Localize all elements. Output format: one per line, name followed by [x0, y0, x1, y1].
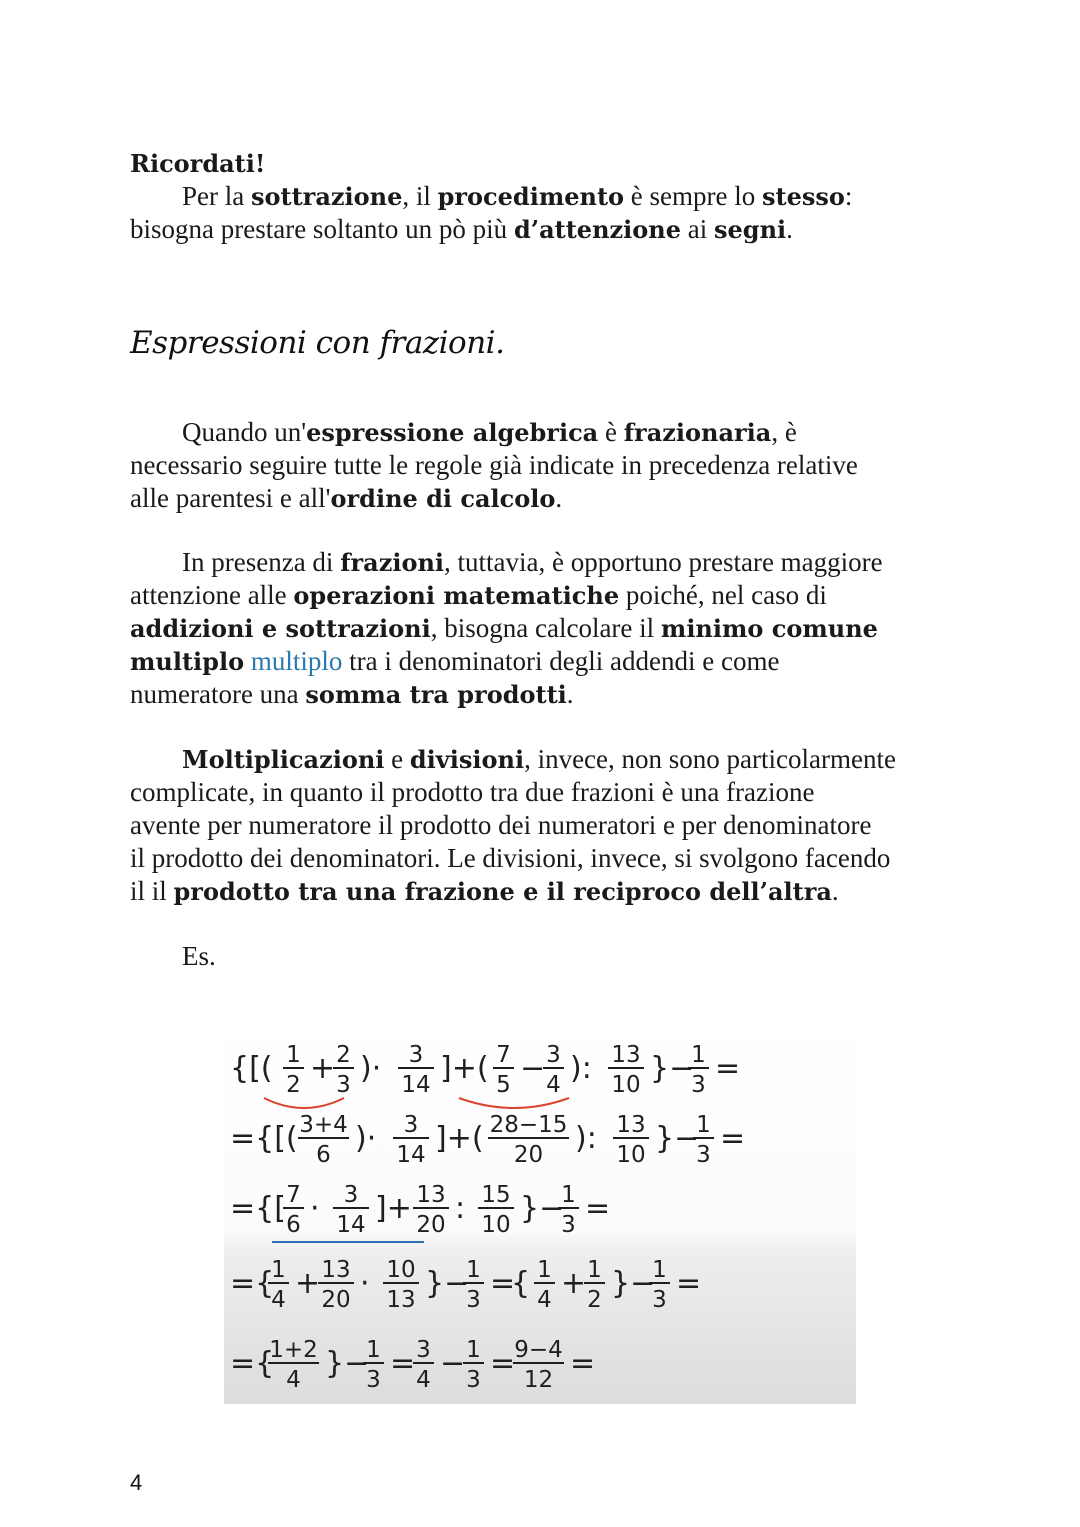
fraction-numerator: 1 [652, 1257, 667, 1283]
expression-symbol: }− [325, 1346, 370, 1381]
fraction-denominator: 4 [546, 1072, 561, 1098]
fraction-denominator: 10 [481, 1212, 511, 1238]
expression-symbol: ): [575, 1121, 597, 1156]
p3-line-4: il prodotto dei denominatori. Le divisioni, invece, si svolgono facendo [130, 843, 891, 873]
expression-symbol: = [570, 1346, 596, 1381]
reminder-title: Ricordati! [130, 149, 266, 178]
expression-symbol: {[( [230, 1051, 273, 1086]
p3-line-2: complicate, in quanto il prodotto tra due frazioni è una frazione [130, 777, 815, 807]
fraction-numerator: 1 [696, 1112, 711, 1138]
p3-line-1: Moltiplicazioni e divisioni, invece, non sono particolarmente [182, 744, 896, 774]
expression-symbol: ={[ [230, 1191, 286, 1226]
expression-symbol: )· [355, 1121, 377, 1156]
fraction-denominator: 20 [513, 1142, 544, 1168]
expression-symbol: = [676, 1266, 702, 1301]
reminder-line-2: bisogna prestare soltanto un pò più d’attenzione ai segni. [130, 214, 793, 244]
expression-symbol: = [490, 1346, 516, 1381]
expression-symbol: }− [611, 1266, 656, 1301]
fraction-numerator: 1 [561, 1182, 576, 1208]
fraction-numerator: 15 [481, 1182, 511, 1208]
fraction-numerator: 13 [616, 1112, 646, 1138]
fraction-numerator: 3 [416, 1337, 431, 1363]
expression-symbol: · [360, 1266, 370, 1301]
fraction-numerator: 1+2 [269, 1337, 318, 1363]
fraction-numerator: 3 [403, 1112, 419, 1138]
fraction-denominator: 3 [691, 1072, 706, 1098]
fraction-numerator: 13 [321, 1257, 351, 1283]
fraction-denominator: 20 [416, 1212, 446, 1238]
fraction-denominator: 6 [316, 1142, 331, 1168]
fraction-denominator: 3 [336, 1072, 351, 1098]
example-label: Es. [182, 941, 216, 971]
fraction-numerator: 3 [343, 1182, 359, 1208]
p1-line-2: necessario seguire tutte le regole già indicate in precedenza relative [130, 450, 858, 480]
fraction-numerator: 13 [611, 1042, 641, 1068]
fraction-denominator: 4 [537, 1287, 552, 1313]
fraction-denominator: 20 [321, 1287, 351, 1313]
expression-symbol: }− [650, 1051, 695, 1086]
expression-symbol: = [390, 1346, 416, 1381]
fraction-denominator: 6 [286, 1212, 301, 1238]
fraction-numerator: 13 [416, 1182, 446, 1208]
fraction-numerator: 2 [336, 1042, 351, 1068]
fraction-numerator: 1 [271, 1257, 286, 1283]
fraction-numerator: 1 [537, 1257, 552, 1283]
fraction-numerator: 1 [366, 1337, 381, 1363]
fraction-denominator: 4 [271, 1287, 286, 1313]
fraction-numerator: 10 [386, 1257, 416, 1283]
p2-line-5: numeratore una somma tra prodotti. [130, 679, 574, 709]
fraction-denominator: 3 [696, 1142, 711, 1168]
expression-symbol: − [440, 1346, 466, 1381]
fraction-numerator: 9−4 [514, 1337, 563, 1363]
fraction-numerator: 1 [691, 1042, 706, 1068]
fraction-denominator: 14 [401, 1072, 431, 1098]
fraction-numerator: 3+4 [299, 1112, 348, 1138]
fraction-denominator: 2 [286, 1072, 301, 1098]
fraction-denominator: 10 [611, 1072, 641, 1098]
fraction-denominator: 14 [336, 1212, 366, 1238]
expression-symbol: }− [425, 1266, 470, 1301]
expression-symbol: ]+( [440, 1051, 489, 1086]
p2-line-2: attenzione alle operazioni matematiche poiché, nel caso di [130, 580, 827, 610]
expression-symbol: = [585, 1191, 611, 1226]
expression-symbol: ={ [230, 1266, 275, 1301]
paragraph-3 [130, 743, 945, 908]
fraction-denominator: 5 [496, 1072, 511, 1098]
p1-line-1: Quando un'espressione algebrica è frazionaria, è [182, 417, 797, 447]
paragraph-2 [130, 546, 945, 711]
section-heading: Espressioni con frazioni. [130, 325, 505, 361]
fraction-numerator: 3 [546, 1042, 561, 1068]
p3-line-3: avente per numeratore il prodotto dei numeratori e per denominatore [130, 810, 872, 840]
fraction-denominator: 4 [286, 1367, 301, 1393]
fraction-denominator: 3 [466, 1287, 481, 1313]
expression-symbol: : [455, 1191, 466, 1226]
p2-line-3: addizioni e sottrazioni, bisogna calcolare il minimo comune [130, 613, 878, 643]
fraction-denominator: 3 [466, 1367, 481, 1393]
expression-symbol: }− [520, 1191, 565, 1226]
paragraph-1 [130, 416, 945, 515]
fraction-denominator: 3 [366, 1367, 381, 1393]
expression-symbol: ]+ [375, 1191, 412, 1226]
expression-symbol: − [520, 1051, 546, 1086]
fraction-numerator: 1 [466, 1337, 481, 1363]
expression-symbol: = [720, 1121, 746, 1156]
fraction-denominator: 3 [652, 1287, 667, 1313]
p2-line-4: multiplo multiplo tra i denominatori degli addendi e come [130, 646, 780, 676]
multiplo-link[interactable]: multiplo [250, 646, 343, 676]
p2-line-1: In presenza di frazioni, tuttavia, è opportuno prestare maggiore [182, 547, 883, 577]
expression-symbol: ={[( [230, 1121, 298, 1156]
expression-symbol: = [490, 1266, 516, 1301]
expression-symbol: · [310, 1191, 320, 1226]
expression-symbol: + [310, 1051, 336, 1086]
fraction-denominator: 10 [616, 1142, 646, 1168]
expression-symbol: = [715, 1051, 741, 1086]
fraction-denominator: 3 [561, 1212, 576, 1238]
fraction-denominator: 2 [587, 1287, 602, 1313]
fraction-denominator: 12 [523, 1367, 554, 1393]
expression-symbol: + [561, 1266, 587, 1301]
fraction-denominator: 13 [386, 1287, 416, 1313]
fraction-numerator: 3 [408, 1042, 424, 1068]
fraction-numerator: 28−15 [489, 1112, 568, 1138]
fraction-numerator: 7 [496, 1042, 511, 1068]
expression-symbol: }− [655, 1121, 700, 1156]
expression-symbol: )· [360, 1051, 382, 1086]
expression-symbol: { [511, 1266, 531, 1301]
fraction-numerator: 1 [286, 1042, 301, 1068]
fraction-numerator: 1 [466, 1257, 481, 1283]
p1-line-3: alle parentesi e all'ordine di calcolo. [130, 483, 563, 513]
fraction-numerator: 7 [286, 1182, 301, 1208]
expression-symbol: ): [570, 1051, 592, 1086]
fraction-denominator: 4 [416, 1367, 431, 1393]
expression-symbol: ]+( [435, 1121, 484, 1156]
reminder-line-1: Per la sottrazione, il procedimento è sempre lo stesso: [182, 181, 853, 211]
expression-symbol: + [295, 1266, 321, 1301]
p3-line-5: il il prodotto tra una frazione e il reciproco dell’altra. [130, 876, 839, 906]
fraction-numerator: 1 [587, 1257, 602, 1283]
handwritten-expression-image [224, 1020, 856, 1404]
reminder-block [130, 147, 945, 246]
expression-symbol: ={ [230, 1346, 275, 1381]
fraction-denominator: 14 [396, 1142, 426, 1168]
page-number: 4 [130, 1470, 143, 1495]
